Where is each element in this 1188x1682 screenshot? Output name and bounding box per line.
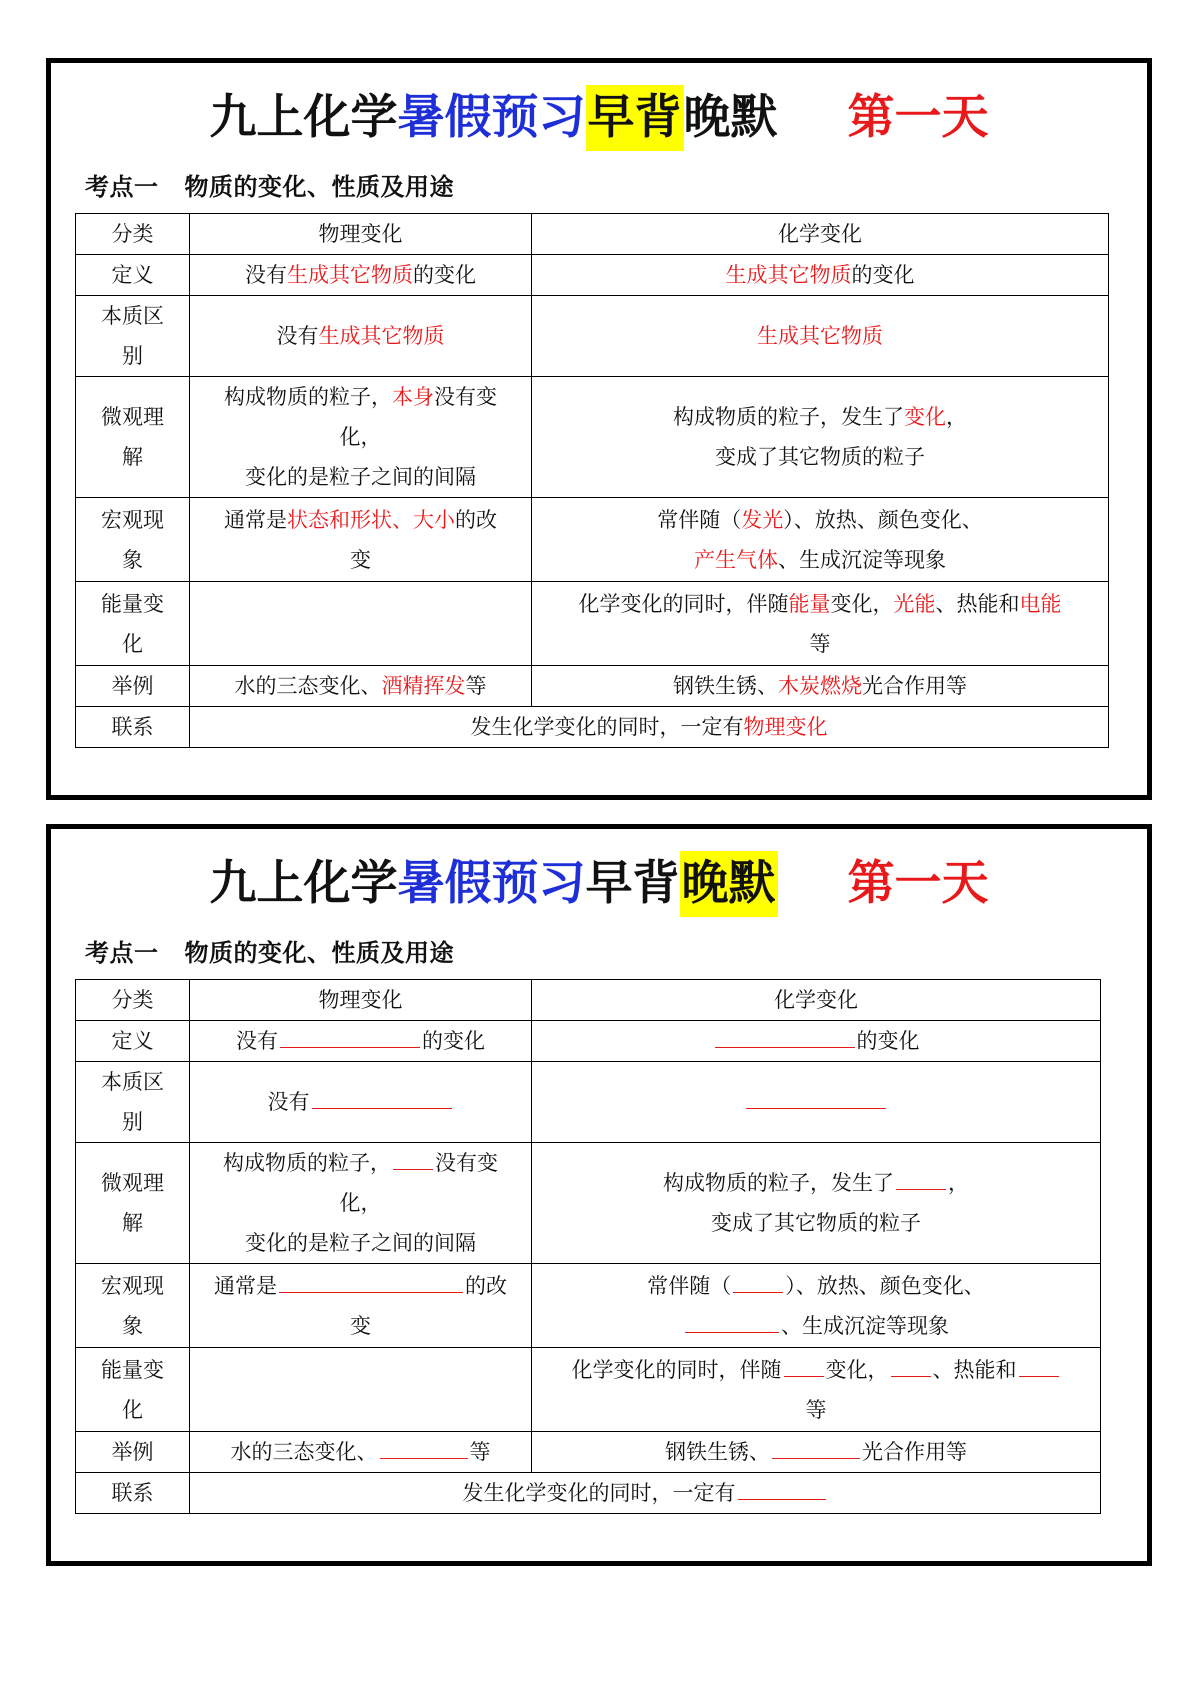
row-label [76,377,190,498]
row-label [76,296,190,377]
title-part-chemistry: 九上化学 [209,90,398,145]
fill-blank[interactable] [738,1477,826,1500]
text: 的变化 [422,1029,485,1053]
text: 、热能和 [932,1357,1017,1382]
text: 、生成沉淀等现象 [781,1313,949,1338]
cell-physical [190,1143,532,1264]
row-label: 举例 [76,1432,190,1473]
label-line: 能量变 [101,591,164,616]
text: 的变化 [851,263,915,287]
text: 构成物质的粒子，发生了 [663,1171,894,1195]
text: 、热能和 [935,591,1020,616]
cell-chemical [532,377,1109,498]
title-part-morning: 早背 [585,856,680,911]
text: ）、放热、颜色变化、 [785,1273,985,1298]
fill-blank[interactable] [380,1436,468,1459]
table-row-example [76,666,1109,707]
cell-physical [190,1432,532,1473]
text: 没有 [236,1029,278,1053]
row-label: 联系 [76,707,190,748]
cell-physical [190,1348,532,1432]
cell-chemical [532,255,1109,296]
text: ）、放热、颜色变化、 [783,507,983,532]
cell-chemical [532,498,1109,582]
table-row-energy [76,1348,1101,1432]
label-line: 解 [122,445,143,469]
label-line: 能量变 [101,1357,164,1382]
label-line: 化 [122,631,143,656]
text: 化学变化的同时，伴随 [571,1357,782,1382]
cell-physical [190,255,532,296]
text: 没有 [245,263,287,287]
answer-text: 生成其它物质 [287,263,413,287]
row-label: 举例 [76,666,190,707]
text: 等 [805,1397,827,1422]
text: 没有变 [434,385,497,409]
fill-blank[interactable] [393,1147,433,1170]
answer-text: 发光 [741,507,784,532]
text: 发生化学变化的同时，一定有 [462,1481,736,1505]
table-row-micro [76,377,1109,498]
header-physical: 物理变化 [190,214,532,255]
text: 通常是 [224,507,287,532]
text: 的改 [455,507,497,532]
section-label: 考点一 [85,939,159,967]
header-category: 分类 [76,214,190,255]
text: 变成了其它物质的粒子 [715,445,925,469]
label-line: 别 [122,1110,143,1134]
row-label [76,1143,190,1264]
text: 没有 [267,1090,310,1114]
title-part-preview: 暑假预习 [397,90,586,145]
text: 常伴随（ [657,507,742,532]
text: 钢铁生锈、 [673,674,778,698]
text: 通常是 [214,1273,277,1298]
label-line: 解 [122,1211,143,1235]
row-label: 定义 [76,255,190,296]
fill-blank[interactable] [733,1270,783,1293]
cell-physical [190,1021,532,1062]
answer-text: 能量 [788,591,831,616]
cell-chemical [532,1062,1101,1143]
answer-text: 木炭燃烧 [778,674,862,698]
fill-blank[interactable] [891,1354,931,1377]
answer-text: 电能 [1019,591,1062,616]
fill-blank[interactable] [280,1025,420,1048]
text: 变化的是粒子之间的间隔 [245,465,476,489]
header-physical: 物理变化 [190,980,532,1021]
text: ， [948,1171,969,1195]
text: 水的三态变化、 [230,1440,378,1464]
blank-sheet-panel [46,824,1152,1566]
fill-blank[interactable] [746,1086,886,1109]
cell-chemical [532,1021,1101,1062]
cell-physical [190,296,532,377]
section-heading [85,167,454,202]
label-line: 象 [122,1313,143,1338]
title-part-preview: 暑假预习 [397,856,586,911]
fill-blank[interactable] [312,1086,452,1109]
table-row-definition [76,255,1109,296]
answer-text: 光能 [893,591,936,616]
title-part-chemistry: 九上化学 [209,856,398,911]
answer-text: 生成其它物质 [318,324,445,348]
cell-link [190,1473,1101,1514]
text: 变 [350,547,371,572]
text: 的变化 [856,1029,920,1053]
text: 水的三态变化、 [234,674,382,698]
fill-blank[interactable] [685,1310,779,1333]
answer-text: 生成其它物质 [757,324,883,348]
title-part-morning: 早背 [586,85,684,151]
cell-chemical [532,296,1109,377]
text: 等 [469,1440,491,1464]
cell-chemical [532,1264,1101,1348]
title-day: 第一天 [847,856,989,911]
table-header-row [76,214,1109,255]
header-chemical: 化学变化 [532,214,1109,255]
text: 常伴随（ [647,1273,732,1298]
answer-sheet-panel [46,58,1152,800]
cell-physical [190,1062,532,1143]
table-row-essence [76,1062,1101,1143]
section-label: 考点一 [85,173,159,201]
cell-physical [190,582,532,666]
cell-chemical [532,666,1109,707]
label-line: 本质区 [101,304,164,328]
text: 化， [339,425,382,449]
table-header-row [76,980,1101,1021]
text: 、生成沉淀等现象 [778,547,946,572]
table-row-energy [76,582,1109,666]
text: 发生化学变化的同时，一定有 [470,715,744,739]
fill-blank[interactable] [772,1436,860,1459]
knowledge-table [75,979,1101,1514]
text: 钢铁生锈、 [665,1440,770,1464]
fill-blank[interactable] [896,1167,946,1190]
title-day: 第一天 [847,90,989,145]
text: 变化， [830,591,894,616]
text: 变成了其它物质的粒子 [711,1211,921,1235]
answer-text: 状态和形状、大小 [287,507,455,532]
text: 光合作用等 [862,674,967,698]
text: ， [946,405,967,429]
label-line: 别 [122,344,143,368]
answer-text: 变化 [904,405,946,429]
fill-blank[interactable] [784,1354,824,1377]
fill-blank[interactable] [715,1025,855,1048]
cell-physical [190,1264,532,1348]
text: 构成物质的粒子， [224,385,392,409]
row-label: 联系 [76,1473,190,1514]
label-line: 宏观现 [101,507,164,532]
cell-physical [190,377,532,498]
label-line: 宏观现 [101,1273,164,1298]
text: 化学变化的同时，伴随 [578,591,789,616]
header-chemical: 化学变化 [532,980,1101,1021]
text: 没有变 [435,1151,498,1175]
page-title [51,851,1147,917]
text: 变化， [825,1357,889,1382]
label-line: 微观理 [101,1171,164,1195]
table-row-macro [76,498,1109,582]
cell-chemical [532,1348,1101,1432]
text: 化， [339,1191,382,1215]
page-title [51,85,1147,151]
table-row-link [76,1473,1101,1514]
row-label [76,1062,190,1143]
knowledge-table [75,213,1109,748]
table-row-link [76,707,1109,748]
row-label [76,498,190,582]
table-row-essence [76,296,1109,377]
row-label [76,1348,190,1432]
answer-text: 本身 [392,385,434,409]
table-row-definition [76,1021,1101,1062]
row-label [76,582,190,666]
table-row-micro [76,1143,1101,1264]
cell-physical [190,498,532,582]
answer-text: 物理变化 [743,715,828,739]
text: 的改 [465,1273,507,1298]
section-topic: 物质的变化、性质及用途 [184,173,454,201]
header-category: 分类 [76,980,190,1021]
table-row-macro [76,1264,1101,1348]
answer-text: 生成其它物质 [725,263,852,287]
text: 构成物质的粒子， [223,1151,391,1175]
cell-chemical [532,1432,1101,1473]
label-line: 本质区 [101,1070,164,1094]
row-label: 定义 [76,1021,190,1062]
section-heading [85,933,454,968]
title-part-evening: 晚默 [683,90,778,145]
label-line: 化 [122,1397,143,1422]
text: 等 [465,674,487,698]
table-row-example [76,1432,1101,1473]
fill-blank[interactable] [1019,1354,1059,1377]
text: 变化的是粒子之间的间隔 [245,1231,476,1255]
cell-physical [190,666,532,707]
text: 构成物质的粒子，发生了 [673,405,904,429]
text: 变 [350,1313,371,1338]
cell-chemical [532,1143,1101,1264]
section-topic: 物质的变化、性质及用途 [184,939,454,967]
text: 等 [809,631,831,656]
text: 光合作用等 [862,1440,967,1464]
label-line: 微观理 [101,405,164,429]
row-label [76,1264,190,1348]
fill-blank[interactable] [279,1270,463,1293]
text: 没有 [276,324,319,348]
cell-link [190,707,1109,748]
title-part-evening: 晚默 [680,851,778,917]
label-line: 象 [122,547,143,572]
cell-chemical [532,582,1109,666]
answer-text: 产生气体 [694,547,778,572]
answer-text: 酒精挥发 [381,674,466,698]
text: 的变化 [413,263,476,287]
